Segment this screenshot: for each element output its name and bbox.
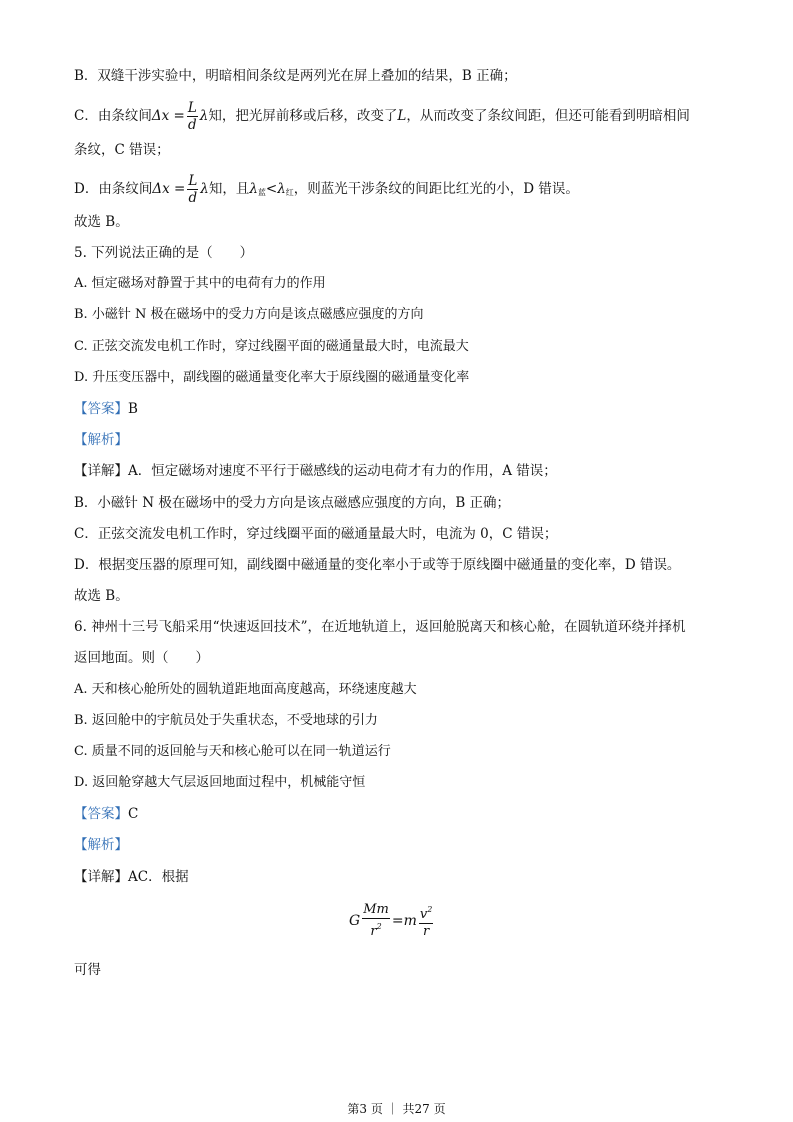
gravitation-equation: G $\frac{Mm}{r^2}$ =m $\frac{v^2}{r}$ [349,902,433,939]
answer-tag: 【答案】 [74,401,128,417]
c-statement-cont: 条纹，C 错误； [74,142,170,158]
q5-option-b: B. 小磁针 N 极在磁场中的受力方向是该点磁感应强度的方向 [74,307,424,322]
q5-answer: 【答案】B [74,401,138,417]
q5-detail-c: C．正弦交流发电机工作时，穿过线圈平面的磁通量最大时，电流为 0，C 错误； [74,526,558,542]
q6-option-b: B. 返回舱中的宇航员处于失重状态，不受地球的引力 [74,713,378,728]
answer-tag: 【答案】 [74,806,128,822]
q6-answer: 【答案】C [74,806,139,822]
page-footer: 第3 页 ｜ 共27 页 [347,1102,446,1116]
fraction-l-over-d: $\frac{L}{d}$ [188,173,198,206]
q5-option-a: A. 恒定磁场对静置于其中的电荷有力的作用 [74,276,326,291]
q6-stem-line1: 6. 神州十三号飞船采用“快速返回技术”，在近地轨道上，返回舱脱离天和核心舱，在圆轨道环绕并择机 [74,619,686,635]
fraction-v2-over-r: $\frac{v^2}{r}$ [419,905,433,939]
q6-option-c: C. 质量不同的返回舱与天和核心舱可以在同一轨道运行 [74,744,391,759]
q6-analysis-tag: 【解析】 [74,837,128,853]
q5-detail-b: B．小磁针 N 极在磁场中的受力方向是该点磁感应强度的方向，B 正确； [74,495,511,511]
q5-stem: 5. 下列说法正确的是（ ） [74,245,254,261]
q6-option-d: D. 返回舱穿越大气层返回地面过程中，机械能守恒 [74,775,366,790]
q5-option-d: D. 升压变压器中，副线圈的磁通量变化率大于原线圈的磁通量变化率 [74,370,470,385]
conclusion-1: 故选 B。 [74,214,129,230]
q5-detail-d: D．根据变压器的原理可知，副线圈中磁通量的变化率小于或等于原线圈中磁通量的变化率，D 错误。 [74,557,681,573]
d-statement: D．由条纹间Δx = $\frac{L}{d}$ λ知，且$\lambda_蓝<\lambda_红$，则蓝光干涉条纹的间距比红光的小，D 错误。 [74,173,579,206]
b-statement: B．双缝干涉实验中，明暗相间条纹是两列光在屏上叠加的结果，B 正确； [74,68,517,84]
c-statement: C．由条纹间Δx = $\frac{L}{d}$ λ知，把光屏前移或后移，改变了L，从而改变了条纹间距，但还可能看到明暗相间 [74,100,690,133]
q5-option-c: C. 正弦交流发电机工作时，穿过线圈平面的磁通量最大时，电流最大 [74,339,469,354]
q6-stem-line2: 返回地面。则（ ） [74,650,209,666]
q6-detail: 【详解】AC．根据 [74,869,189,885]
q6-option-a: A. 天和核心舱所处的圆轨道距地面高度越高，环绕速度越大 [74,682,417,697]
q5-detail-a: 【详解】A．恒定磁场对速度不平行于磁感线的运动电荷才有力的作用，A 错误； [74,463,557,479]
fraction-mm-over-r2: $\frac{Mm}{r^2}$ [363,902,389,939]
kede-text: 可得 [74,962,101,978]
q5-analysis-tag: 【解析】 [74,432,128,448]
fraction-l-over-d: $\frac{L}{d}$ [187,100,197,133]
conclusion-2: 故选 B。 [74,588,129,604]
